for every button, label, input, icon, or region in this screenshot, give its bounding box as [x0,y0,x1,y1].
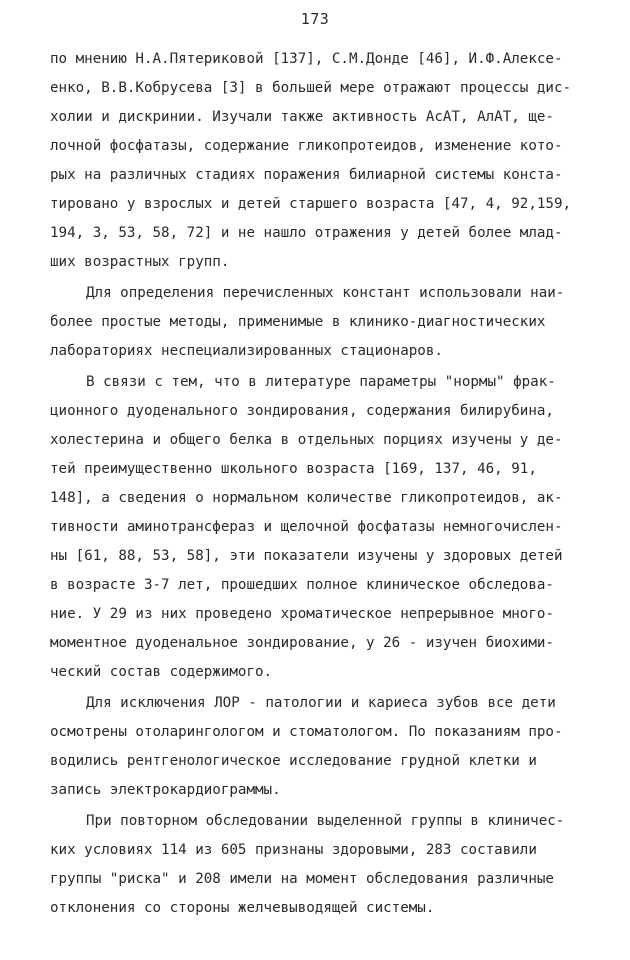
text-line: тей преимущественно школьного возраста [169, 137, 46, 91, [50,461,537,477]
text-line: осмотрены отоларингологом и стоматологом. По показаниям про- [50,724,563,740]
text-line: водились рентгенологическое исследование грудной клетки и [50,753,537,769]
text-line: ких условиях 114 из 605 признаны здоровыми, 283 составили [50,842,537,858]
paragraph-first-line: Для определения перечисленных констант использовали наи- [86,285,565,301]
text-line: группы "риска" и 208 имели на момент обследования различные [50,871,554,887]
text-line: енко, В.В.Кобрусева [3] в большей мере отражают процессы дис- [50,80,572,96]
text-line: лабораториях неспециализированных стационаров. [50,343,443,359]
text-line: рых на различных стадиях поражения билиарной системы конста- [50,167,563,183]
paragraph-first-line: Для исключения ЛОР - патологии и кариеса зубов все дети [86,695,556,711]
text-line: ние. У 29 из них проведено хроматическое непрерывное много- [50,606,554,622]
text-line: ны [61, 88, 53, 58], эти показатели изучены у здоровых детей [50,548,563,564]
text-line: более простые методы, применимые в клинико-диагностических [50,314,546,330]
paragraph-first-line: В связи с тем, что в литературе параметры "нормы" фрак- [86,374,556,390]
text-line: отклонения со стороны желчевыводящей системы. [50,900,435,916]
text-line: ших возрастных групп. [50,254,230,270]
text-line: запись электрокардиограммы. [50,782,281,798]
text-line: тивности аминотрансфераз и щелочной фосфатазы немногочислен- [50,519,563,535]
text-line: тировано у взрослых и детей старшего возраста [47, 4, 92,159, [50,196,572,212]
text-line: холии и дискринии. Изучали также активность АсАТ, АлАТ, ще- [50,109,554,125]
text-line: ческий состав содержимого. [50,664,273,680]
text-line: лочной фосфатазы, содержание гликопротеидов, изменение кото- [50,138,563,154]
text-line: по мнению Н.А.Пятериковой [137], С.М.Донде [46], И.Ф.Алексе- [50,51,563,67]
page-number: 173 [300,10,330,28]
text-line: 148], а сведения о нормальном количестве гликопротеидов, ак- [50,490,563,506]
text-line: 194, 3, 53, 58, 72] и не нашло отражения у детей более млад- [50,225,563,241]
paragraph-first-line: При повторном обследовании выделенной группы в клиничес- [86,813,565,829]
text-line: ционного дуоденального зондирования, содержания билирубина, [50,403,554,419]
text-line: моментное дуоденальное зондирование, у 26 - изучен биохими- [50,635,554,651]
text-line: в возрасте 3-7 лет, прошедших полное клиническое обследова- [50,577,554,593]
text-line: холестерина и общего белка в отдельных порциях изучены у де- [50,432,563,448]
